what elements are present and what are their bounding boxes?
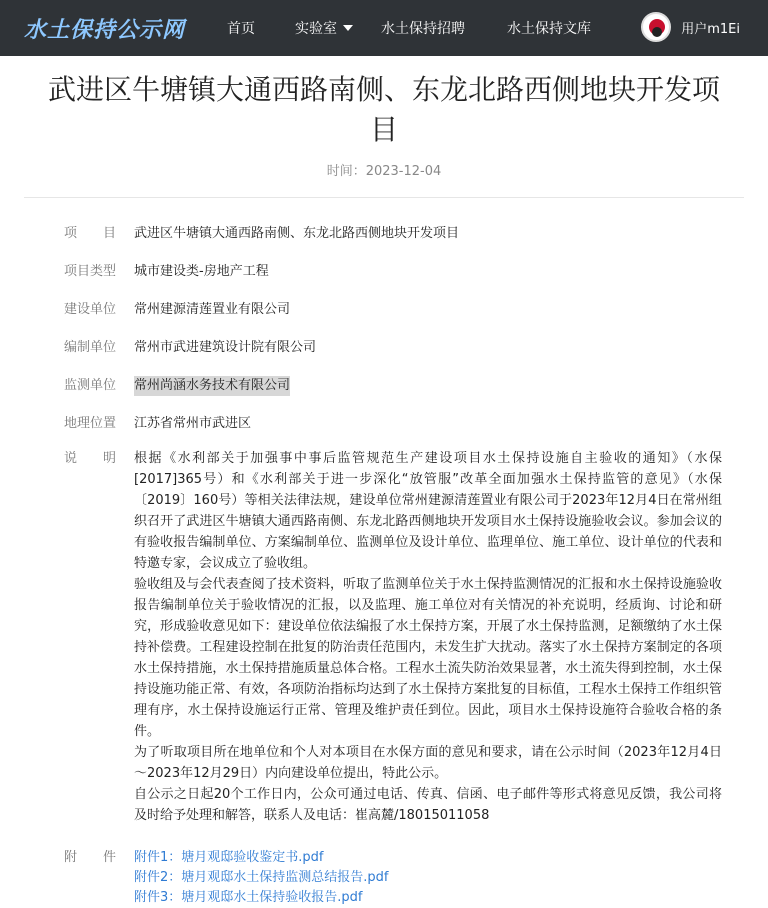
attachment-list [134, 848, 388, 908]
publish-time-label: 时间： [326, 164, 366, 179]
field-value-builder: 常州建源清莲置业有限公司 [134, 302, 291, 317]
nav-library[interactable]: 水土保持文库 [507, 21, 592, 37]
field-value-location: 江苏省常州市武进区 [134, 416, 252, 431]
field-row-compiler [64, 338, 728, 358]
field-row-location [64, 414, 728, 434]
field-label: 监测单位 [64, 378, 117, 393]
attachments-section [24, 848, 744, 908]
field-value-project: 武进区牛塘镇大通西路南侧、东龙北路西侧地块开发项目 [134, 226, 460, 241]
article-container [0, 70, 768, 908]
field-value-monitor: 常州尚涵水务技术有限公司 [134, 376, 290, 396]
nav-lab[interactable] [295, 18, 353, 38]
field-value-type: 城市建设类-房地产工程 [134, 264, 269, 279]
description-paragraph: 为了听取项目所在地单位和个人对本项目在水保方面的意见和要求，请在公示时间（2023年12月4日～2023年12月29日）内向建设单位提出，特此公示。 [134, 745, 722, 781]
description-paragraph: 自公示之日起20个工作日内，公众可通过电话、传真、信函、电子邮件等形式将意见反馈，我公司将及时给予处理和解答，联系人及电话：崔高麓/18015011058 [134, 787, 722, 823]
divider [24, 197, 744, 198]
chevron-down-icon [343, 25, 353, 31]
description-label: 说明 [64, 451, 143, 466]
description-body [134, 448, 722, 826]
field-row-project [64, 224, 728, 244]
description-paragraph: 根据《水利部关于加强事中事后监管规范生产建设项目水土保持设施自主验收的通知》（水保[2017]365号）和《水利部关于进一步深化“放管服”改革全面加强水土保持监管的意见》（水保〔2019〕160号）等相关法律法规，建设单位常州建源清莲置业有限公司于2023年12月4日在常州组织召开了武进区牛塘镇大通西路南侧、东龙北路西侧地块开发项目水土保持设施验收会议。参加会议的有验收报告编制单位、方案编制单位、监测单位及设计单位、监理单位、施工单位、设计单位的代表和特邀专家，会议成立了验收组。 [134, 451, 722, 571]
field-value-compiler: 常州市武进建筑设计院有限公司 [134, 340, 317, 355]
nav-home[interactable]: 首页 [227, 21, 256, 37]
field-label: 编制单位 [64, 340, 117, 355]
nav-lab-label: 实验室 [295, 21, 338, 37]
field-label: 地理位置 [64, 416, 117, 431]
avatar-icon[interactable] [641, 12, 671, 42]
attachment-link-1[interactable]: 附件1：塘月观邸验收鉴定书.pdf [134, 850, 324, 865]
nav-recruitment[interactable]: 水土保持招聘 [381, 21, 466, 37]
attachment-link-3[interactable]: 附件3：塘月观邸水土保持验收报告.pdf [134, 890, 363, 905]
project-info [24, 224, 744, 434]
page-title: 武进区牛塘镇大通西路南侧、东龙北路西侧地块开发项目 [47, 73, 720, 146]
field-label: 项目类型 [64, 264, 117, 279]
field-row-monitor [64, 376, 728, 396]
site-logo[interactable]: 水土保持公示网 [24, 17, 186, 43]
description-section [24, 448, 744, 826]
field-label: 项目 [64, 226, 143, 241]
field-row-type [64, 262, 728, 282]
attachment-link-2[interactable]: 附件2：塘月观邸水土保持监测总结报告.pdf [134, 870, 389, 885]
field-label: 建设单位 [64, 302, 117, 317]
field-row-builder [64, 300, 728, 320]
top-navbar [0, 0, 768, 56]
description-paragraph: 验收组及与会代表查阅了技术资料，听取了监测单位关于水土保持监测情况的汇报和水土保持设施验收报告编制单位关于验收情况的汇报，以及监理、施工单位对有关情况的补充说明，经质询、讨论和研究，形成验收意见如下：建设单位依法编报了水土保持方案，开展了水土保持监测，足额缴纳了水土保持补偿费。工程建设控制在批复的防治责任范围内，未发生扩大扰动。落实了水土保持方案制定的各项水土保持措施，水土保持措施质量总体合格。工程水土流失防治效果显著，水土流失得到控制，水土保持设施功能正常、有效，各项防治指标均达到了水土保持方案批复的目标值，工程水土保持工作组织管理有序，水土保持设施运行正常、管理及维护责任到位。因此，项目水土保持设施符合验收合格的条件。 [134, 577, 722, 739]
username[interactable]: 用户m1Ei [681, 21, 740, 37]
main-nav [209, 0, 591, 56]
publish-time [24, 160, 744, 179]
attachments-label: 附件 [64, 850, 143, 865]
publish-time-value: 2023-12-04 [365, 164, 442, 179]
user-menu[interactable] [641, 12, 740, 42]
